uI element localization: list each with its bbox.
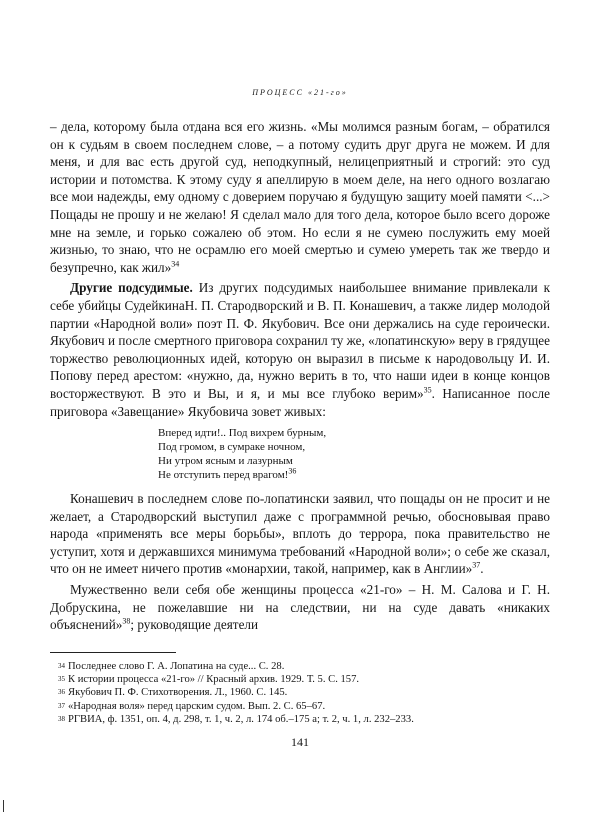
paragraph-2: Другие подсудимые. Из других подсудимых наибольшее внимание привлекали к себе убийцы СудейкинаН. П. Стародворский и В. П. Конашевич, а также лидер молодой партии «Народной воли» поэт П. Ф. Якубович. Все они держались на суде героически. Якубович и после смертного приговора сохранил ту же, «лопатинскую» веру в грядущее торжество революционных идей, которую он выразил в письме к народовольцу И. И. Попову перед арестом: «нужно, да, нужно верить в то, что наши идеи в конце концов восторжествуют. В это и Вы, и я, и мы все глубоко верим»$^{35}$. Написанное после приговора «Завещание» Якубовича зовет живых: [50,280,550,419]
poem-line: Под громом, в сумраке ночном, [158,441,306,454]
footnote-ref-38[interactable]: 38 [122,616,131,626]
footnote-ref-35[interactable]: 35 [423,385,432,395]
running-head: ПРОЦЕСС «21-го» [252,88,348,97]
poem-quote [158,426,550,482]
poem-line: Не отступить перед врагом!$^{36}$ [158,466,297,482]
footnote-ref-36[interactable]: 36 [288,466,297,476]
paragraph-3: Конашевич в последнем слове по-лопатински заявил, что пощады он не просит и не желает, а Стародворский выступил даже с программной речью, обосновывая право народа «применять все меры борьбы», вплоть до террора, пока правительство не уступит, хотя и державшихся минимума требований «Народной воли»; о себе же сказал, что он не имеет ничего против «монархии, такой, например, как в Англии»$^{37}$. [50,491,550,577]
scan-edge-mark [3,800,4,812]
paragraph-1: – дела, которому была отдана вся его жизнь. «Мы молимся разным богам, – обратился он к судьям в своем последнем слове, – а потому судить друг друга не можем. И для меня, и для вас есть другой суд, неподкупный, нелицеприятный и строгий: это суд истории и потомства. К этому суду я апеллирую в моем деле, на него одного возлагаю все мои надежды, ему одному с доверием поручаю я будущую защиту моей памяти <...> Пощады не прошу и не желаю! Я сделал мало для того дела, которое было всего дороже мне на земле, и горько сожалею об этом. Но если я не сумею послужить ему моей жизнью, то знаю, что не осрамлю его моей смертью и сумею умереть так же твердо и безупречно, как жил»$^{34}$ [50,119,550,275]
footnote-item: $^{34}$ Последнее слово Г. А. Лопатина на суде... С. 28. [58,661,285,672]
footnote-divider [50,652,176,653]
footnote-item: $^{35}$ К истории процесса «21-го» // Красный архив. 1929. Т. 5. С. 157. [58,674,360,686]
page-number: 141 [291,735,309,749]
footnote-item: $^{36}$ Якубович П. Ф. Стихотворения. Л., 1960. С. 145. [58,687,288,699]
footnote-item: $^{38}$ РГВИА, ф. 1351, оп. 4, д. 298, т. 1, ч. 2, л. 174 об.–175 а; т. 2, ч. 1, л. 232–233. [58,713,414,725]
body-text [50,118,550,637]
footnote-item: $^{37}$ «Народная воля» перед царским судом. Вып. 2. С. 65–67. [58,700,326,712]
footnote-ref-34[interactable]: 34 [171,259,180,269]
poem-line: Ни утром ясным и лазурным [158,455,293,468]
paragraph-4: Мужественно вели себя обе женщины процесса «21-го» – Н. М. Салова и Г. Н. Добрускина, не пожелавшие ни на следствии, ни на суде давать «никаких объяснений»$^{38}$; руководящие деятели [50,582,550,633]
poem-line: Вперед идти!.. Под вихрем бурным, [158,427,327,440]
footnotes [58,660,550,726]
footnote-ref-37[interactable]: 37 [472,561,481,571]
section-heading: Другие подсудимые. [70,280,193,296]
